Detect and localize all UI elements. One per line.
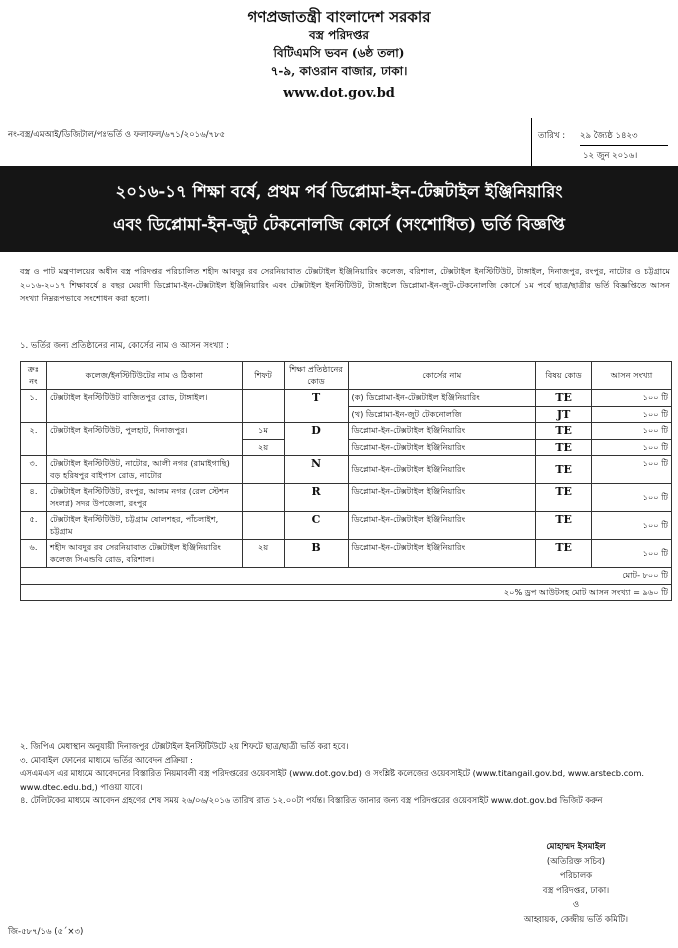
shift: ২য় (242, 439, 284, 456)
inst-code: B (284, 540, 348, 568)
note-2: ২. জিপিএ মেধাস্থান অনুযায়ী দিনাজপুর টেক্সটাইল ইনস্টিটিউটে ২য় শিফটে ছাত্র/ছাত্রী ভর্তি করা হবে। (20, 741, 349, 751)
banner-line-2: এবং ডিপ্লোমা-ইন-জুট টেকনোলজি কোর্সে (সংশোধিত) ভর্তি বিজ্ঞপ্তি (112, 215, 565, 234)
signatory-title: (অতিরিক্ত সচিব) (546, 856, 606, 867)
subject-code: JT (536, 406, 592, 423)
course: ডিপ্লোমা-ইন-টেক্সটাইল ইঞ্জিনিয়ারিং (348, 484, 536, 512)
note-3-detail: এসএমএস এর মাধ্যমে আবেদনের বিস্তারিত নিয়মাবলী বস্ত্র পরিদপ্তরের ওয়েবসাইট (www.dot.gov.bd) ও সংশ্লিষ্ট কলেজের ওয়েবসাইটে (www.titangail.gov.bd, www.arstecb.com. www.dtec.edu.bd,) পাওয়া যাবে। (20, 768, 645, 792)
course: ডিপ্লোমা-ইন-টেক্সটাইল ইঞ্জিনিয়ারিং (348, 423, 536, 440)
seats: ১০০ টি (592, 406, 672, 423)
intro-paragraph: বস্ত্র ও পাট মন্ত্রণালয়ের অধীন বস্ত্র পরিদপ্তর পরিচালিত শহীদ আবদুর রব সেরনিয়াবাত টেক্সটাইল ইঞ্জিনিয়ারিং কলেজ, বরিশাল, টেক্সটাইল ইনস্টিটিউট, টাঙ্গাইল, দিনাজপুর, রংপুর, নাটোর ও চট্টগ্রামে ২০১৬-২০১৭ শিক্ষাবর্ষে ৪ বছর মেয়াদী ডিপ্লোমা-ইন-টেক্সটাইল ইঞ্জিনিয়ারিং এবং টেক্সটাইল ইনস্টিটিউট, টাঙ্গাইলে ডিপ্লোমা-ইন-জুট-টেকনোলজি কোর্সে ১ম পর্বে ছাত্র/ছাত্রীর ভর্তি বিজ্ঞপ্তিতে আসন সংখ্যা নিম্নরূপভাবে সংশোধন করা হলো। (20, 266, 670, 303)
shift (242, 390, 284, 423)
subject-code: TE (536, 423, 592, 440)
shift: ১ম (242, 423, 284, 440)
govt-title: গণপ্রজাতন্ত্রী বাংলাদেশ সরকার (247, 8, 431, 26)
serial: ৫. (21, 512, 47, 540)
seats: ১০০ টি (592, 423, 672, 440)
subject-code: TE (536, 456, 592, 484)
course: ডিপ্লোমা-ইন-টেক্সটাইল ইঞ্জিনিয়ারিং (348, 439, 536, 456)
course: ডিপ্লোমা-ইন-টেক্সটাইল ইঞ্জিনিয়ারিং (348, 456, 536, 484)
subject-code: TE (536, 540, 592, 568)
header-serial: ক্রঃ নং (21, 362, 47, 390)
note-4: ৪. টেলিটকের মাধ্যমে আবেদন গ্রহণের শেষ সময় ২৬/০৬/২০১৬ তারিখ রাত ১২.০০টা পর্যন্ত। বিস্তারিত জানার জন্য বস্ত্র পরিদপ্তরের ওয়েবসাইট www.dot.gov.bd ভিজিট করুন (20, 795, 603, 805)
table-header-row (21, 362, 672, 390)
institute: টেক্সটাইল ইনস্টিটিউট, চট্টগ্রাম ষোলশহর, পাঁচলাইশ, চট্টগ্রাম (46, 512, 242, 540)
dept-name: বস্ত্র পরিদপ্তর (308, 28, 370, 42)
serial: ১. (21, 390, 47, 423)
shift (242, 512, 284, 540)
table-row (21, 540, 672, 568)
subject-code: TE (536, 512, 592, 540)
seats: ১০০ টি (592, 512, 672, 540)
inst-code: R (284, 484, 348, 512)
inst-code: N (284, 456, 348, 484)
total-seats: মোট- ৮০০ টি (21, 568, 672, 585)
seats: ১০০ টি (592, 439, 672, 456)
address: ৭-৯, কাওরান বাজার, ঢাকা। (270, 64, 408, 78)
shift (242, 484, 284, 512)
inst-code: T (284, 390, 348, 423)
header-shift: শিফট (242, 362, 284, 390)
note-3: ৩. মোবাইল ফোনের মাধ্যমে ভর্তির আবেদন প্রক্রিয়া : (20, 754, 193, 765)
institute: টেক্সটাইল ইনস্টিটিউট বাজিতপুর রোড, টাঙ্গাইল। (46, 390, 242, 423)
header-course: কোর্সের নাম (348, 362, 536, 390)
subject-code: TE (536, 390, 592, 407)
course: ডিপ্লোমা-ইন-টেক্সটাইল ইঞ্জিনিয়ারিং (348, 512, 536, 540)
course: (খ) ডিপ্লোমা-ইন-জুট টেকনোলজি (348, 406, 536, 423)
signatory-name: মোহাম্মদ ইসমাইল (546, 842, 606, 852)
website: www.dot.gov.bd (283, 86, 395, 101)
seats: ১০০ টি (592, 484, 672, 512)
subject-code: TE (536, 484, 592, 512)
course: (ক) ডিপ্লোমা-ইন-টেক্সটাইল ইঞ্জিনিয়ারিং (348, 390, 536, 407)
notes (20, 740, 672, 808)
grand-total-row (21, 584, 672, 601)
signatory-office: বস্ত্র পরিদপ্তর, ঢাকা। (542, 885, 610, 896)
serial: ৩. (21, 456, 47, 484)
signature-block (476, 840, 676, 927)
grand-total-seats: ২০% ড্রপ আউটসহ মোট আসন সংখ্যা = ৯৬০ টি (21, 584, 672, 601)
memo-number: নং-বস্ত্র/এমআই/ডিজিটাল/পঃভর্তি ও ফলাফল/৬৭১/২০১৬/৭৮৫ (8, 130, 226, 140)
shift (242, 456, 284, 484)
total-row (21, 568, 672, 585)
date-bengali: ২৯ জ্যৈষ্ঠ ১৪২৩ (580, 131, 638, 141)
signatory-and: ও (572, 900, 580, 910)
section-1-heading: ১. ভর্তির জন্য প্রতিষ্ঠানের নাম, কোর্সের নাম ও আসন সংখ্যা : (20, 341, 229, 351)
serial: ৪. (21, 484, 47, 512)
subject-code: TE (536, 439, 592, 456)
header-subject-code: বিষয় কোড (536, 362, 592, 390)
inst-code: D (284, 423, 348, 456)
institute: টেক্সটাইল ইনস্টিটিউট, নাটোর, আলী নগর (রামাইগাছি) বড় হরিষপুর বাইপাস রোড, নাটোর (46, 456, 242, 484)
table-row (21, 484, 672, 512)
seat-table (20, 361, 672, 601)
signatory-committee: আহ্বায়ক, কেন্দ্রীয় ভর্তি কমিটি। (523, 914, 629, 925)
signatory-role: পরিচালক (559, 871, 593, 881)
date-label: তারিখ : (538, 131, 566, 141)
footer-ref: জি-৫৮৭/১৬ (৫´×৩) (8, 927, 84, 937)
building-name: বিটিএমসি ভবন (৬ষ্ঠ তলা) (273, 46, 405, 60)
header-institute: কলেজ/ইনস্টিটিউটের নাম ও ঠিকানা (46, 362, 242, 390)
table-row (21, 456, 672, 484)
date-english: ১২ জুন ২০১৬। (583, 151, 638, 161)
serial: ২. (21, 423, 47, 456)
shift: ২য় (242, 540, 284, 568)
title-banner (0, 166, 678, 252)
header-seats: আসন সংখ্যা (592, 362, 672, 390)
inst-code: C (284, 512, 348, 540)
header-inst-code: শিক্ষা প্রতিষ্ঠানের কোড (284, 362, 348, 390)
banner-line-1: ২০১৬-১৭ শিক্ষা বর্ষে, প্রথম পর্ব ডিপ্লোমা-ইন-টেক্সটাইল ইঞ্জিনিয়ারিং (115, 182, 563, 201)
seats: ১০০ টি (592, 456, 672, 484)
serial: ৬. (21, 540, 47, 568)
table-row (21, 390, 672, 407)
course: ডিপ্লোমা-ইন-টেক্সটাইল ইঞ্জিনিয়ারিং (348, 540, 536, 568)
table-row (21, 423, 672, 440)
seats: ১০০ টি (592, 540, 672, 568)
institute: শহীদ আবদুর রব সেরনিয়াবাত টেক্সটাইল ইঞ্জিনিয়ারিং কলেজ সিএন্ডবি রোড, বরিশাল। (46, 540, 242, 568)
institute: টেক্সটাইল ইনস্টিটিউট, রংপুর, আলম নগর (রেল স্টেশন সংলগ্ন) সদর উপজেলা, রংপুর (46, 484, 242, 512)
institute: টেক্সটাইল ইনস্টিটিউট, পুলহাট, দিনাজপুর। (46, 423, 242, 456)
table-row (21, 512, 672, 540)
seats: ১০০ টি (592, 390, 672, 407)
date-divider (580, 145, 668, 146)
